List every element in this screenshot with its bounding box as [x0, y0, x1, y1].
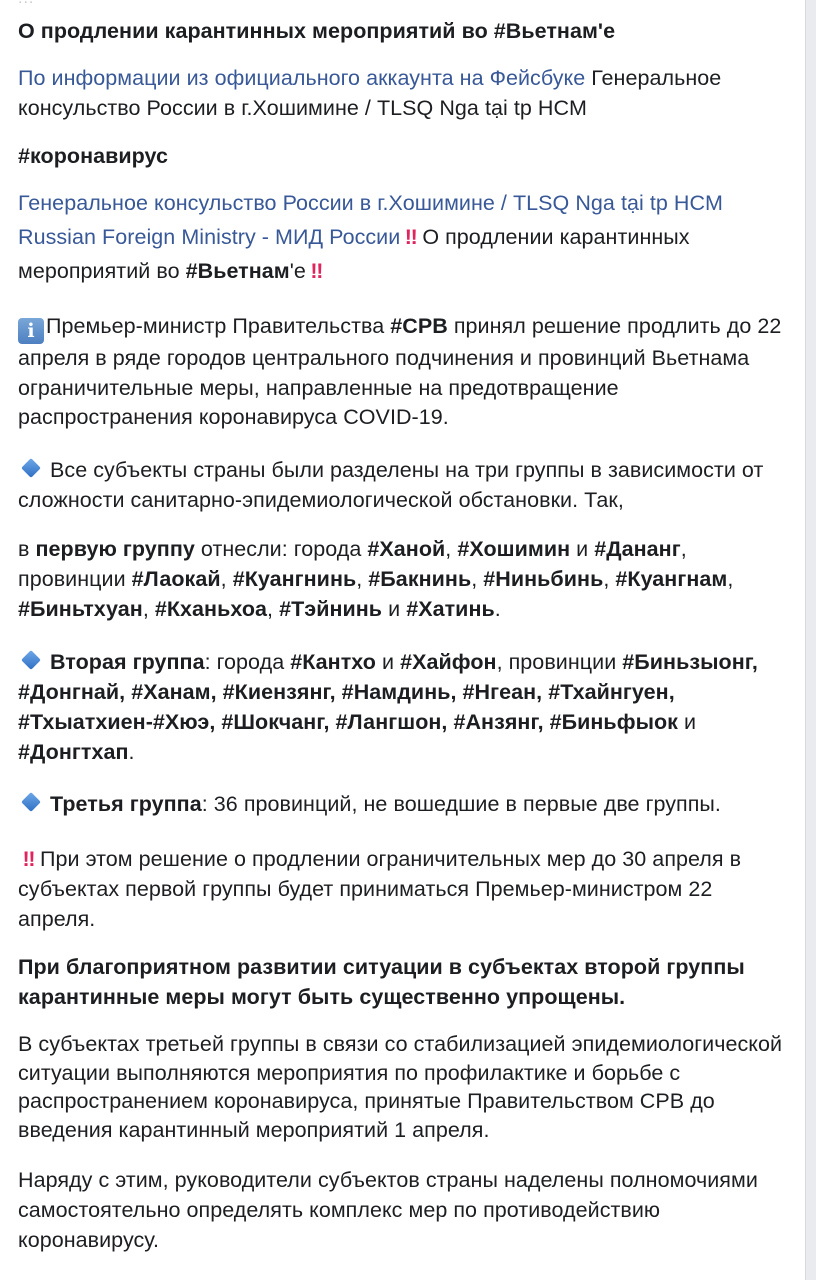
text: принял решение продлить до 22 апреля в ряде городов центрального подчинения и провинций Вьетнама ограничительные меры, направленные на предотвращение распространения коронавируса COVID-19. — [18, 314, 782, 429]
hashtag-vietnam[interactable]: #Вьетнам — [185, 259, 290, 283]
paragraph-simplification: При благоприятном развитии ситуации в субъектах второй группы карантинные меры могут быть существенно упрощены. — [18, 955, 745, 1009]
text: Премьер-министр Правительства — [46, 314, 391, 338]
hashtag[interactable]: #Куангнинь — [232, 567, 357, 591]
text: в — [18, 537, 36, 561]
text: : города — [204, 650, 291, 674]
hashtag[interactable]: #Донгтхап — [18, 740, 129, 764]
text: . — [494, 597, 501, 621]
clipped-header-text — [18, 0, 34, 8]
hashtag[interactable]: #Ниньбинь — [483, 567, 604, 591]
text: отнесли: города — [194, 537, 368, 561]
text: , провинции — [18, 537, 687, 591]
group-one-label: первую группу — [35, 537, 195, 561]
mfa-link[interactable]: Russian Foreign Ministry - МИД России — [18, 225, 401, 249]
double-exclamation-icon: ‼ — [310, 259, 324, 283]
post-title: О продлении карантинных мероприятий во #Вьетнам'е — [18, 19, 616, 43]
text: Все субъекты страны были разделены на три группы в зависимости от сложности санитарно-эпидемиологической обстановки. Так, — [18, 458, 764, 512]
shared-text-2: 'е — [289, 259, 306, 283]
group-two-label: Вторая группа — [50, 650, 205, 674]
text: : 36 провинций, не вошедшие в первые две группы. — [201, 792, 721, 816]
paragraph-group-one: в первую группу отнесли: города #Ханой, #Хошимин и #Дананг, провинции #Лаокай, #Куангнинь, #Бакнинь, #Ниньбинь, #Куангнам, #Биньтхуан, #Кханьхоа, #Тэйнинь и #Хатинь. — [18, 537, 734, 621]
hashtag[interactable]: #Дананг — [594, 537, 681, 561]
source-text: Генеральное консульство России в г.Хошимине / TLSQ Nga tại tp HCM — [18, 66, 722, 120]
hashtag-srv[interactable]: #СРВ — [390, 314, 448, 338]
hashtag[interactable]: #Куангнам — [615, 567, 728, 591]
group-three-label: Третья группа — [50, 792, 202, 816]
paragraph-third-group-measures: В субъектах третьей группы в связи со стабилизацией эпидемиологической ситуации выполняются мероприятия по профилактике и борьбе с распространением коронавируса, принятые Правительством СРВ до введения карантинный мероприятий 1 апреля. — [18, 1032, 783, 1142]
hashtag[interactable]: #Кханьхоа — [154, 597, 268, 621]
blue-diamond-icon — [21, 650, 41, 670]
double-exclamation-icon: ‼ — [22, 847, 36, 871]
hashtag[interactable]: #Бакнинь — [368, 567, 472, 591]
hashtag[interactable]: #Тэйнинь — [279, 597, 383, 621]
hashtag[interactable]: #Хошимин — [457, 537, 571, 561]
paragraph-group-three — [18, 789, 787, 819]
text: и — [375, 650, 401, 674]
hashtag-list[interactable]: #Биньзыонг, #Донгнай, #Ханам, #Киензянг, #Намдинь, #Нгеан, #Тхайнгуен, #Тхыатхиен-#Хюэ, #Шокчанг, #Лангшон, #Анзянг, #Биньфыок — [18, 650, 758, 734]
source-paragraph — [18, 63, 787, 123]
info-icon: i — [18, 318, 44, 344]
blue-diamond-icon — [21, 792, 41, 812]
consulate-link[interactable]: Генеральное консульство России в г.Хошимине / TLSQ Nga tại tp HCM — [18, 191, 724, 215]
text: и — [382, 597, 407, 621]
source-link[interactable]: По информации из официального аккаунта на Фейсбуке — [18, 66, 586, 90]
text: , провинции — [496, 650, 623, 674]
hashtag[interactable]: #Лаокай — [131, 567, 221, 591]
hashtag[interactable]: #Ханой — [367, 537, 446, 561]
hashtag[interactable]: #Биньтхуан — [18, 597, 143, 621]
hashtag[interactable]: #Хайфон — [400, 650, 497, 674]
paragraph-local-authority: Наряду с этим, руководители субъектов страны наделены полномочиями самостоятельно определять комплекс мер по противодействию коронавирусу. — [18, 1168, 758, 1252]
paragraph-groups-intro — [18, 455, 787, 515]
clipped-header — [0, 0, 806, 12]
paragraph-extension — [18, 844, 787, 934]
hashtag-coronavirus[interactable]: #коронавирус — [18, 144, 169, 168]
text: и — [570, 537, 595, 561]
hashtag[interactable]: #Кантхо — [290, 650, 376, 674]
hashtag[interactable]: #Хатинь — [406, 597, 495, 621]
shared-paragraph — [18, 186, 787, 288]
paragraph-group-two — [18, 647, 787, 767]
shared-text-1: О продлении карантинных мероприятий во — [18, 225, 690, 283]
text: и — [677, 710, 697, 734]
text: . — [128, 740, 135, 764]
double-exclamation-icon: ‼ — [404, 225, 418, 249]
blue-diamond-icon — [21, 458, 41, 478]
paragraph-decision — [18, 312, 787, 433]
text: При этом решение о продлении ограничительных мер до 30 апреля в субъектах первой группы будет приниматься Премьер-министром 22 апреля. — [18, 847, 742, 931]
